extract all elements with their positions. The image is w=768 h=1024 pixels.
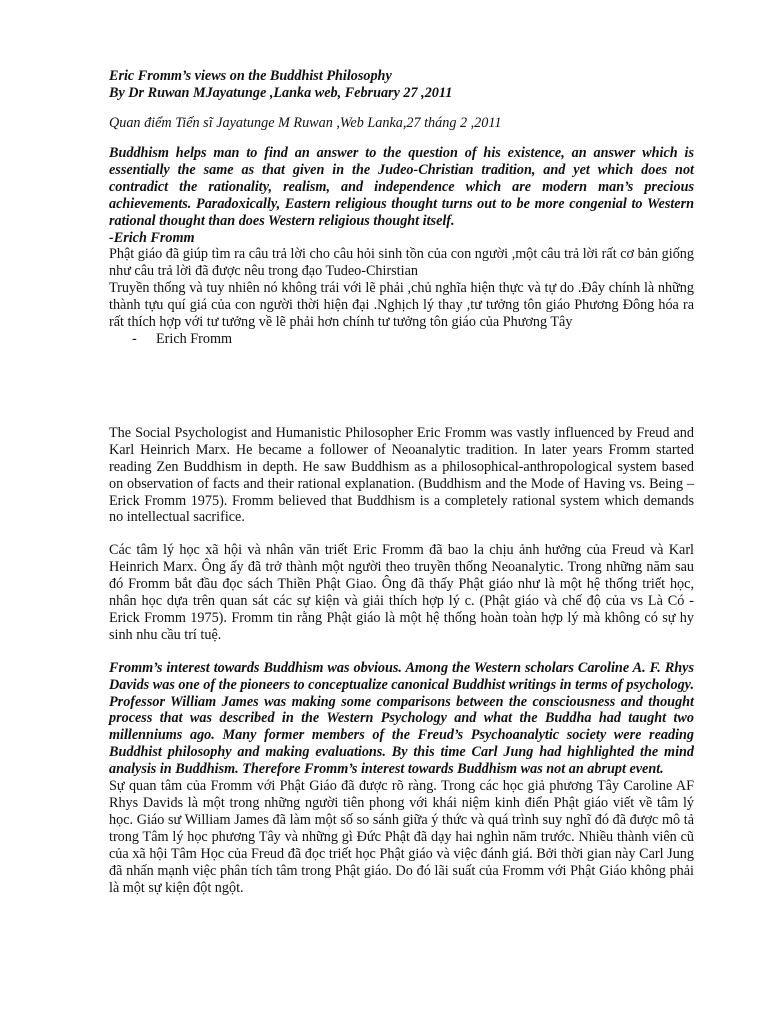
vietnamese-subtitle: Quan điểm Tiến sĩ Jayatunge M Ruwan ,Web Lanka,27 tháng 2 ,2011 [109, 115, 502, 131]
paragraph-2-en: Fromm’s interest towards Buddhism was obvious. Among the Western scholars Caroline A. F. Rhys Davids was one of the pioneers to conceptualize canonical Buddhist writings in terms of psychology. Professor William James was making some comparisons between the consciousness and thought process that was described in the Western Psychology and what the Buddha had taught two millenniums ago. Many former members of the Freud’s Psychoanalytic society were reading Buddhist philosophy and making evaluations. By this time Carl Jung had highlighted the mind analysis in Buddhism. Therefore Fromm’s interest towards Buddhism was not an abrupt event. [109, 659, 694, 778]
epigraph-author-vn [109, 331, 694, 348]
paragraph-gap [109, 526, 694, 542]
epigraph-author-en: -Erich Fromm [109, 229, 195, 246]
author-dash: - [132, 330, 137, 347]
paragraph-1-vn: Các tâm lý học xã hội và nhân văn triết Eric Fromm đã bao la chịu ảnh hưởng của Freud và Karl Heinrich Marx. Ông ấy đã trở thành một người theo truyền thống Neoanalytic. Trong những năm sau đó Fromm bắt đầu đọc sách Thiền Phật Giao. Ông đã thấy Phật giáo như là một hệ thống triết học, nhân học dựa trên quan sát các sự kiện và giải thích hợp lý c. (Phật giáo và chế độ của vs Là Có - Erick Fromm 1975). Fromm tin rằng Phật giáo là một hệ thống hoàn toàn hợp lý mà không có sự hy sinh nhu cầu trí tuệ. [109, 542, 694, 643]
epigraph-quote-vn-1: Phật giáo đã giúp tìm ra câu trả lời cho câu hỏi sinh tồn của con người ,một câu trả lời rất cơ bản giống như câu trả lời đã được nêu trong đạo Tudeo-Chirstian [109, 246, 694, 280]
paragraph-2-vn: Sự quan tâm của Fromm với Phật Giáo đã được rõ ràng. Trong các học giả phương Tây Caroline AF Rhys Davids là một trong những người tiên phong với khái niệm kinh điển Phật giáo viết về tâm lý học. Giáo sư William James đã làm một số so sánh giữa ý thức và quá trình suy nghĩ đó đã được mô tả trong Tâm lý học phương Tây và những gì Đức Phật đã dạy hai nghìn năm trước. Nhiều thành viên cũ của xã hội Tâm Học của Freud đã đọc triết học Phật giáo và việc đánh giá. Bởi thời gian này Carl Jung đã nhấn mạnh việc phân tích tâm trong Phật giáo. Do đó lãi suất của Fromm với Phật Giáo không phải là một sự kiện đột ngột. [109, 778, 694, 896]
paragraph-gap [109, 644, 694, 660]
title-line-1: Eric Fromm’s views on the Buddhist Philosophy [109, 68, 392, 84]
title-line-2: By Dr Ruwan MJayatunge ,Lanka web, February 27 ,2011 [109, 85, 453, 101]
epigraph-quote-en: Buddhism helps man to find an answer to the question of his existence, an answer which is essentially the same as that given in the Judeo-Christian tradition, and yet which does not contradict the rationality, realism, and independence which are modern man’s precious achievements. Paradoxically, Eastern religious thought turns out to be more congenial to Western rational thought than does Western religious thought itself. [109, 145, 694, 229]
document-page [109, 68, 694, 896]
blank-space [109, 348, 694, 425]
author-name-vn: Erich Fromm [156, 330, 233, 347]
document-title [109, 68, 694, 102]
epigraph-quote-vn-2: Truyền thống và tuy nhiên nó không trái với lẽ phải ,chủ nghĩa hiện thực và tự do .Đây chính là những thành tựu quí giá của con người thời hiện đại .Nghịch lý thay ,tư tưởng tôn giáo Phương Đông hóa ra rất thích hợp với tư tưởng về lẽ phải hơn chính tư tưởng tôn giáo của Phương Tây [109, 280, 694, 331]
paragraph-1-en: The Social Psychologist and Humanistic Philosopher Eric Fromm was vastly influenced by Freud and Karl Heinrich Marx. He became a follower of Neoanalytic tradition. In later years Fromm started reading Zen Buddhism in depth. He saw Buddhism as a philosophical-anthropological system based on observation of facts and their rational explanation. (Buddhism and the Mode of Having vs. Being – Erick Fromm 1975). Fromm believed that Buddhism is a completely rational system which demands no intellectual sacrifice. [109, 424, 694, 526]
